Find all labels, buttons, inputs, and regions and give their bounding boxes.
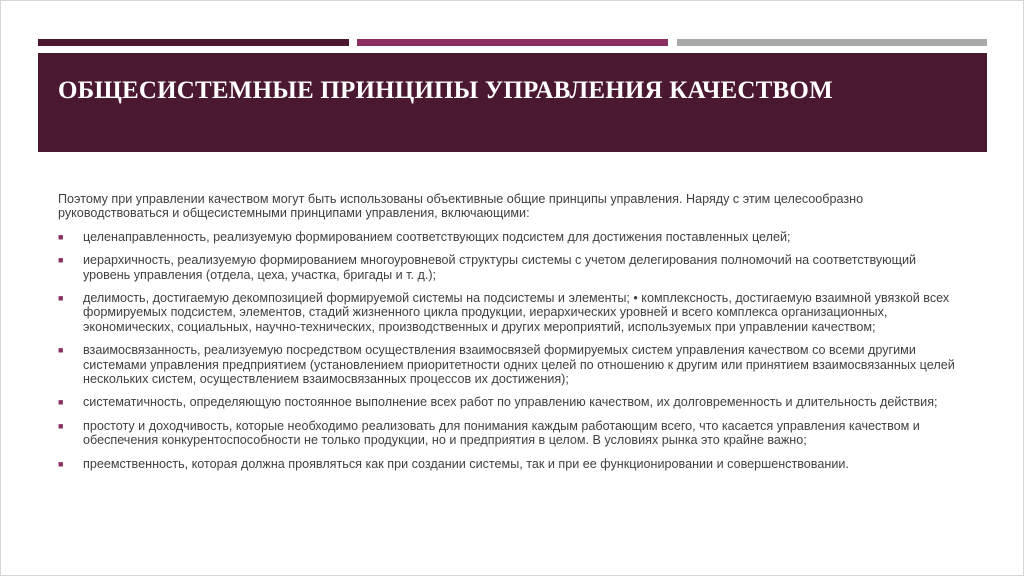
principles-list: [58, 230, 958, 471]
bullet-icon: ■: [58, 231, 64, 242]
list-item-text: целенаправленность, реализуемую формированием соответствующих подсистем для достижения поставленных целей;: [83, 229, 791, 244]
title-band: [38, 53, 987, 152]
list-item-text: систематичность, определяющую постоянное выполнение всех работ по управлению качеством, их долговременность и длительность действия;: [83, 395, 938, 410]
list-item: [58, 291, 958, 334]
bullet-icon: ■: [58, 255, 64, 266]
list-item: [58, 395, 958, 409]
bullet-icon: ■: [58, 397, 64, 408]
slide-title: ОБЩЕСИСТЕМНЫЕ ПРИНЦИПЫ УПРАВЛЕНИЯ КАЧЕСТВОМ: [58, 77, 833, 104]
list-item-text: иерархичность, реализуемую формированием многоуровневой структуры системы с учетом делегирования полномочий на соответствующий уровень управления (отдела, цеха, участка, бригады и т. д.);: [83, 253, 917, 282]
slide-body: [58, 192, 958, 480]
bullet-icon: ■: [58, 345, 64, 356]
bullet-icon: ■: [58, 293, 64, 304]
list-item-text: простоту и доходчивость, которые необходимо реализовать для понимания каждым работающим всего, что касается управления качеством и обеспечения конкурентоспособности не только продукции, но и предприятия в целом. В условиях рынка это крайне важно;: [83, 418, 920, 448]
list-item: [58, 230, 958, 244]
intro-paragraph: Поэтому при управлении качеством могут быть использованы объективные общие принципы управления. Наряду с этим целесообразно руководствоваться и общесистемными принципами управления, включающими:: [58, 192, 864, 221]
list-item-text: взаимосвязанность, реализуемую посредством осуществления взаимосвязей формируемых систем управления качеством со всеми другими системами управления предприятием (установлением приоритетности одних целей по отношению к другим или принятием взаимосвязанных целей нескольких систем, осуществлением взаимосвязанных процессов их достижения);: [83, 343, 955, 387]
list-item: [58, 419, 958, 448]
list-item-text: преемственность, которая должна проявляться как при создании системы, так и при ее функционировании и совершенствовании.: [83, 456, 849, 471]
decor-bar-grey: [677, 39, 987, 46]
decor-bar-accent: [357, 39, 668, 46]
decor-bar-dark: [38, 39, 349, 46]
list-item: [58, 343, 958, 386]
bullet-icon: ■: [58, 420, 64, 431]
list-item: [58, 253, 958, 282]
list-item-text: делимость, достигаемую декомпозицией формируемой системы на подсистемы и элементы; • комплексность, достигаемую взаимной увязкой всех формируемых подсистем, элементов, стадий жизненного цикла продукции, иерархических уровней и всего комплекса организационных, экономических, социальных, научно-технических, производственных и других мероприятий, используемых при управлении качеством;: [83, 291, 950, 334]
bullet-icon: ■: [58, 458, 64, 469]
list-item: [58, 457, 958, 471]
